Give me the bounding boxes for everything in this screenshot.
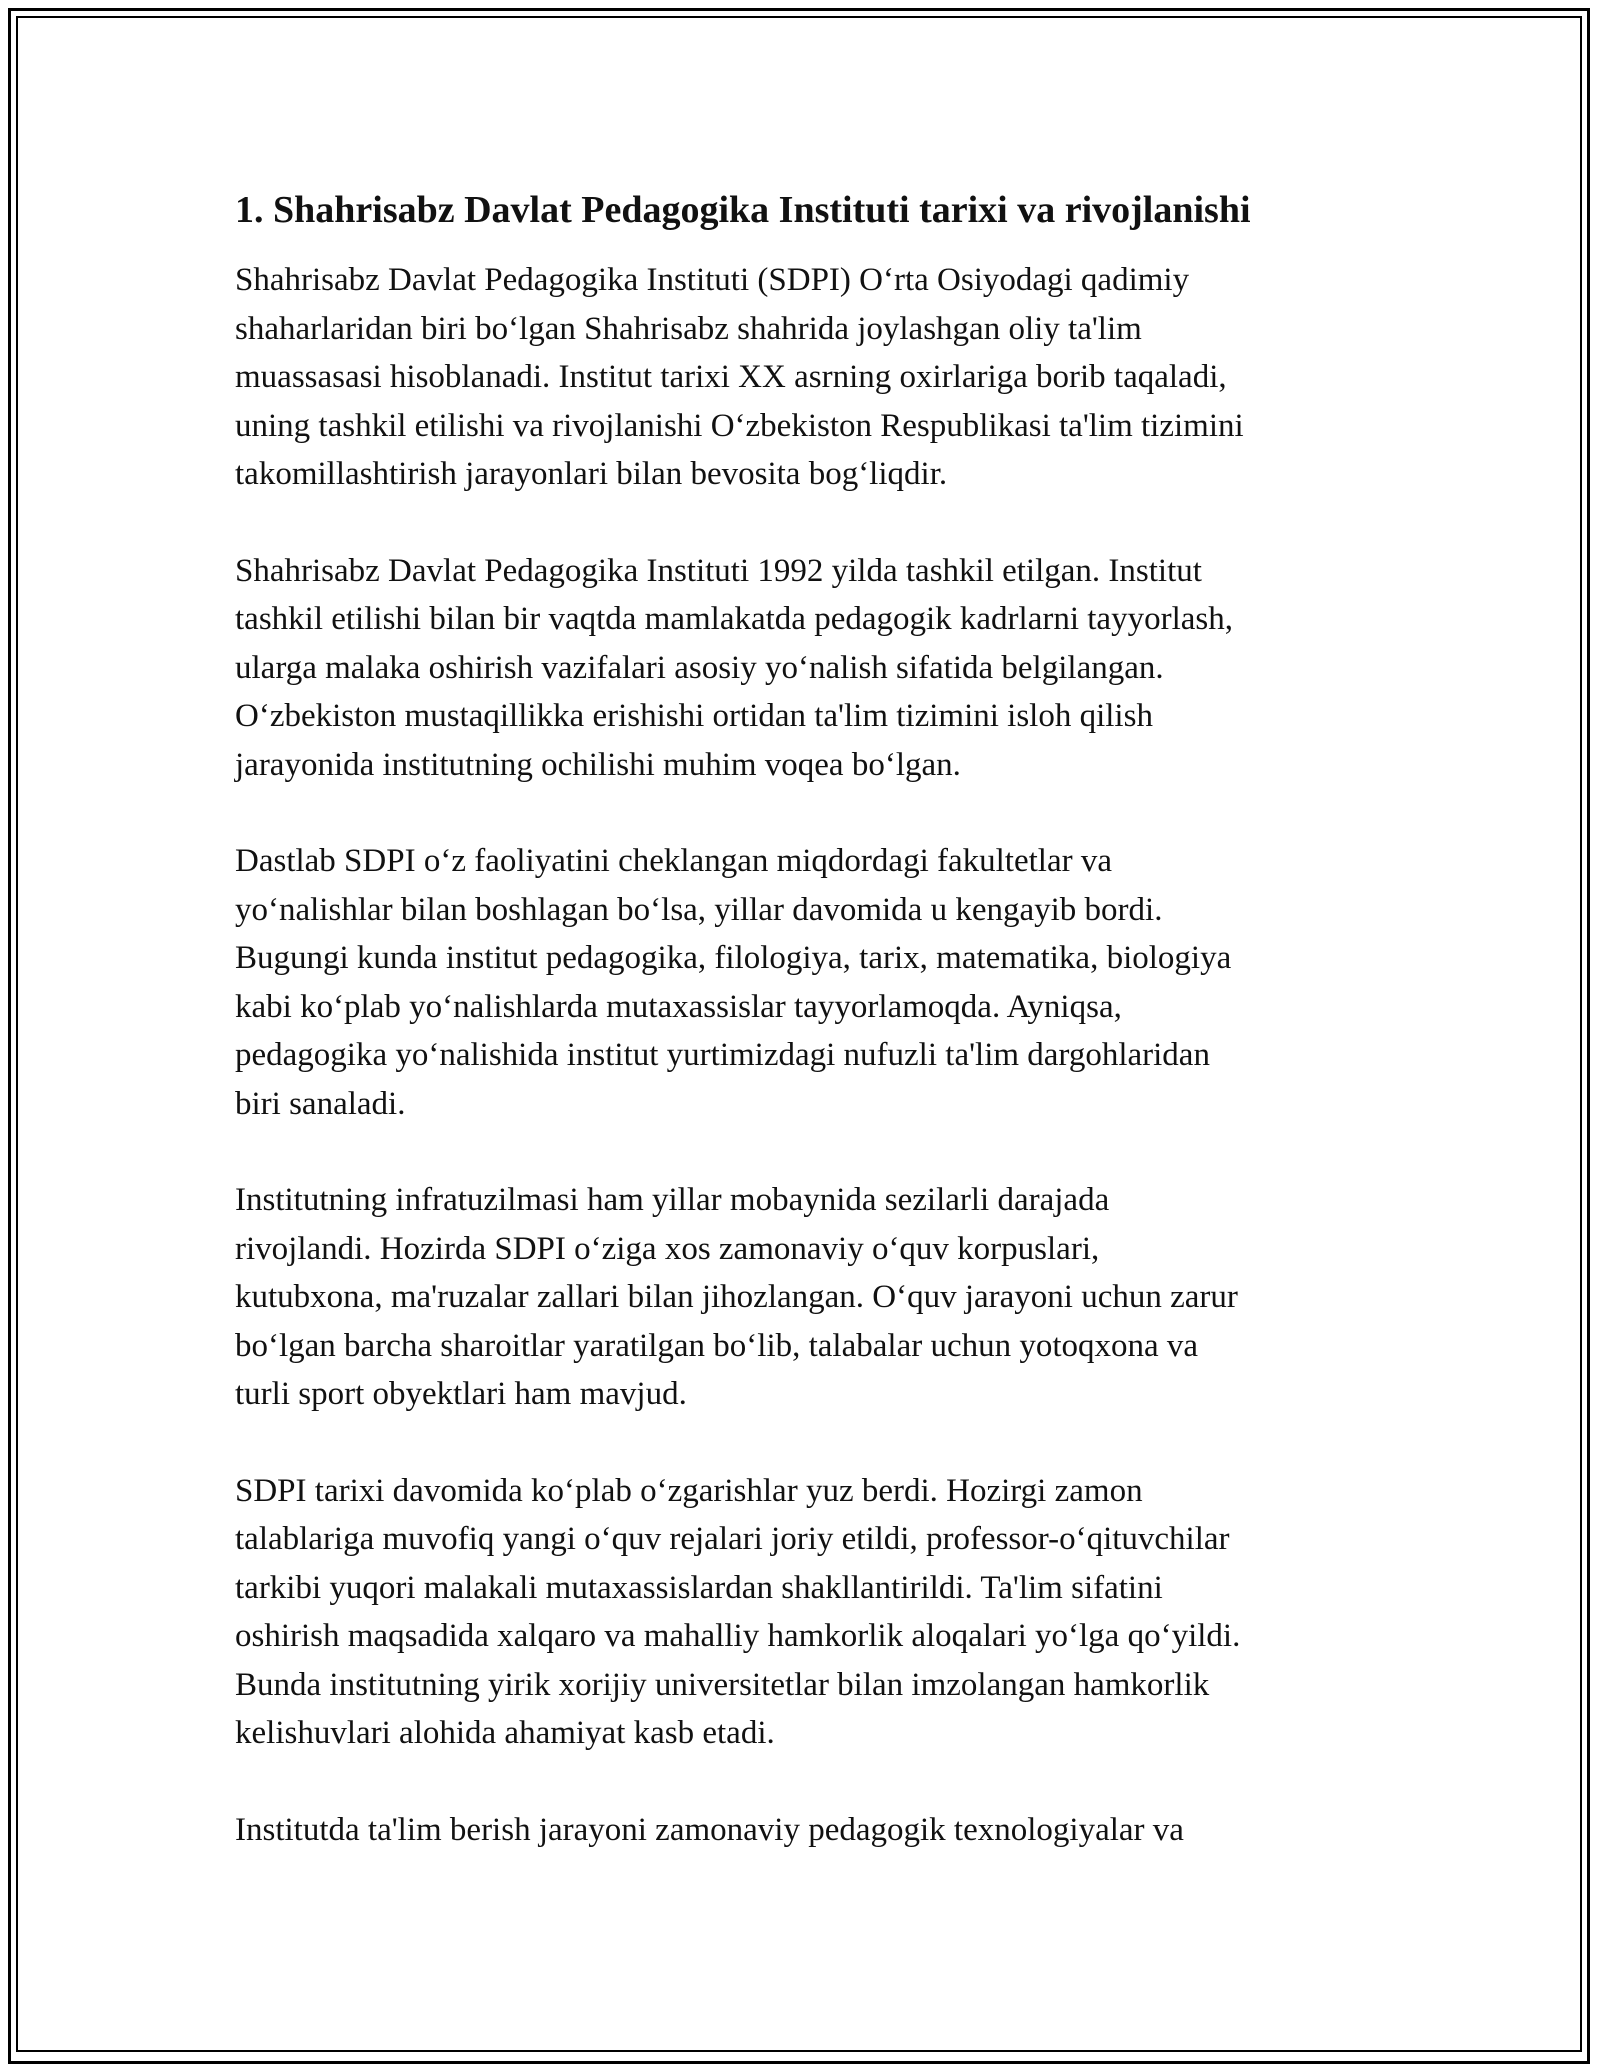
paragraph-line: biri sanaladi. (235, 1085, 406, 1122)
paragraph-line: turli sport obyektlari ham mavjud. (235, 1376, 687, 1412)
paragraph-line: Shahrisabz Davlat Pedagogika Instituti (SDPI) O‘rta Osiyodagi qadimiy (235, 262, 1190, 298)
paragraph-line: O‘zbekiston mustaqillikka erishishi ortidan ta'lim tizimini isloh qilish (235, 698, 1153, 734)
paragraph-line: pedagogika yo‘nalishida institut yurtimizdagi nufuzli ta'lim dargohlaridan (235, 1037, 1210, 1073)
paragraph-list (235, 256, 1385, 1854)
paragraph-line: ularga malaka oshirish vazifalari asosiy yo‘nalish sifatida belgilangan. (235, 649, 1164, 686)
paragraph-line: shaharlaridan biri bo‘lgan Shahrisabz shahrida joylashgan oliy ta'lim (235, 310, 1142, 347)
paragraph-line: Bunda institutning yirik xorijiy universitetlar bilan imzolangan hamkorlik (235, 1666, 1210, 1703)
paragraph (235, 1467, 1385, 1758)
document-body (235, 186, 1385, 1902)
paragraph (235, 1806, 1385, 1855)
paragraph-line: Institutning infratuzilmasi ham yillar mobaynida sezilarli darajada (235, 1182, 1110, 1218)
paragraph-line: uning tashkil etilishi va rivojlanishi O‘zbekiston Respublikasi ta'lim tizimini (235, 407, 1244, 444)
paragraph-line: Shahrisabz Davlat Pedagogika Instituti 1992 yilda tashkil etilgan. Institut (235, 552, 1202, 589)
paragraph-line: kelishuvlari alohida ahamiyat kasb etadi. (235, 1715, 775, 1751)
paragraph-line: Dastlab SDPI o‘z faoliyatini cheklangan miqdordagi fakultetlar va (235, 843, 1112, 879)
paragraph-line: tarkibi yuqori malakali mutaxassislardan shakllantirildi. Ta'lim sifatini (235, 1569, 1163, 1606)
paragraph-line: tashkil etilishi bilan bir vaqtda mamlakatda pedagogik kadrlarni tayyorlash, (235, 601, 1233, 637)
paragraph (235, 547, 1385, 790)
paragraph-line: SDPI tarixi davomida ko‘plab o‘zgarishlar yuz berdi. Hozirgi zamon (235, 1472, 1143, 1509)
paragraph-line: rivojlandi. Hozirda SDPI o‘ziga xos zamonaviy o‘quv korpuslari, (235, 1230, 1100, 1267)
paragraph-line: jarayonida institutning ochilishi muhim voqea bo‘lgan. (235, 746, 961, 783)
paragraph (235, 256, 1385, 499)
paragraph-line: oshirish maqsadida xalqaro va mahalliy hamkorlik aloqalari yo‘lga qo‘yildi. (235, 1618, 1241, 1654)
paragraph-line: Institutda ta'lim berish jarayoni zamonaviy pedagogik texnologiyalar va (235, 1811, 1184, 1848)
paragraph-line: Bugungi kunda institut pedagogika, filologiya, tarix, matematika, biologiya (235, 940, 1232, 976)
paragraph-line: takomillashtirish jarayonlari bilan bevosita bog‘liqdir. (235, 456, 948, 492)
paragraph-line: kutubxona, ma'ruzalar zallari bilan jihozlangan. O‘quv jarayoni uchun zarur (235, 1279, 1238, 1315)
paragraph-line: talablariga muvofiq yangi o‘quv rejalari joriy etildi, professor-o‘qituvchilar (235, 1521, 1230, 1557)
paragraph-line: bo‘lgan barcha sharoitlar yaratilgan bo‘lib, talabalar uchun yotoqxona va (235, 1327, 1199, 1364)
paragraph (235, 1176, 1385, 1419)
paragraph (235, 837, 1385, 1128)
paragraph-line: muassasasi hisoblanadi. Institut tarixi XX asrning oxirlariga borib taqaladi, (235, 359, 1227, 395)
paragraph-line: yo‘nalishlar bilan boshlagan bo‘lsa, yillar davomida u kengayib bordi. (235, 891, 1163, 928)
paragraph-line: kabi ko‘plab yo‘nalishlarda mutaxassislar tayyorlamoqda. Ayniqsa, (235, 988, 1122, 1025)
section-heading: 1. Shahrisabz Davlat Pedagogika Instituti tarixi va rivojlanishi (235, 189, 1251, 231)
